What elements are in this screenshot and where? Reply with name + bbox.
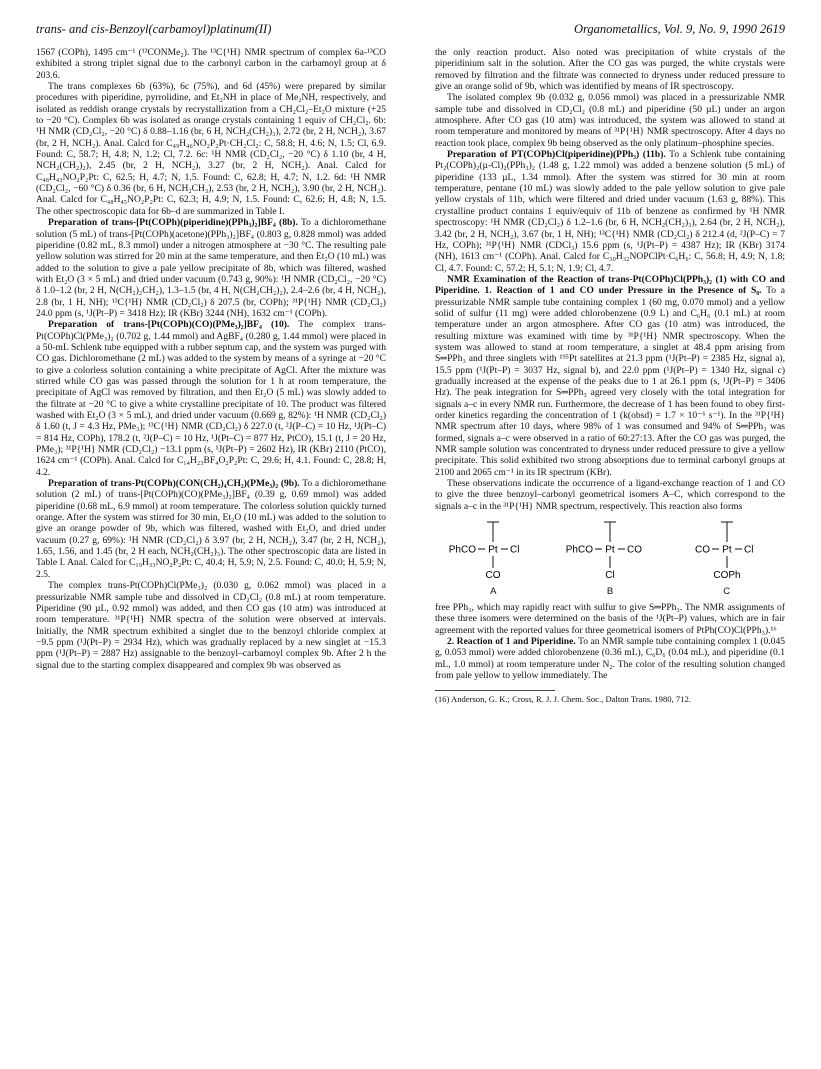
- metal-center: Pt: [488, 544, 499, 556]
- paragraph: [36, 217, 386, 319]
- section-heading: 2. Reaction of 1 and Piperidine.: [447, 636, 576, 648]
- footnote: (16) Anderson, G. K.; Cross, R. J. J. Chem. Soc., Dalton Trans. 1980, 712.: [435, 693, 691, 704]
- structure-label: C: [723, 586, 731, 598]
- paragraph: [435, 274, 785, 478]
- structure-a-drawing: [438, 518, 548, 584]
- paragraph: [36, 319, 386, 478]
- paragraph-body: To a pressurizable NMR sample tube containing complex 1 (60 mg, 0.070 mmol) and a yellow solid of sulfur (11 mg) were added chlorobenzene (0.9 L) and C₆H₆ (0.1 mL) at room temperature under an argon atmosphere. After CO gas (10 atm) was introduced, the resulting mixture was examined with time by ³¹P{¹H} NMR spectroscopy. When the system was allowed to stand at room temperature, a singlet at 48.4 ppm arising from S═PPh₃ and three singlets with ¹⁹⁵Pt satellites at 21.3 ppm (¹J(Pt–P) = 2385 Hz, signal a), 15.5 ppm (¹J(Pt–P) = 3037 Hz, signal b), and 22.0 ppm (¹J(Pt–P) = 1340 Hz, signal c) gradually increased at the expense of the peaks due to 1 at 26.1 ppm (s, ¹J(Pt–P) = 3406 Hz). The peak integration for S═PPh₃ agreed very closely with the total integration for signals a–c in every NMR run. Furthermore, the decrease of 1 has been found to obey first-order kinetics regarding the concentration of 1 (k(obsd) = 1.7 × 10⁻⁶ s⁻¹). In the ³¹P{¹H} NMR spectrum after 10 days, where 98% of 1 was consumed and 94% of S═PPh₃ was formed, signals a–c were observed in a ratio of 60:27:13. After the CO gas was purged, the NMR sample solution was concentrated to dryness under reduced pressure to give a yellow precipitate. This solid exhibited two strong absorptions due to terminal carbonyl groups at 2100 and 2065 cm⁻¹ in its IR spectrum (KBr).: [435, 285, 785, 478]
- ligand-east: CO: [626, 544, 642, 556]
- paragraph: the only reaction product. Also noted was precipitation of white crystals of the piperidinium salt in the solution. After the CO gas was purged, the white crystals were removed by filtration and the filtrate was connected to dryness under reduced pressure to give an orange solid of 9b, which was identified by means of IR spectroscopy.: [435, 47, 785, 93]
- paragraph-body: To an NMR sample tube containing complex 1 (0.045 g, 0.053 mmol) were added chlorobenzene (0.36 mL), C₆D₆ (0.04 mL), and piperidine (0.1 mL, 1.0 mmol) at room temperature under N₂. The color of the resulting solution changed from pale yellow to yellow immediately. The: [435, 636, 785, 682]
- ligand-west: PhCO: [449, 544, 477, 556]
- metal-center: Pt: [721, 544, 732, 556]
- metal-center: Pt: [605, 544, 615, 556]
- paragraph-body: To a dichloromethane solution (5 mL) of trans-[Pt(COPh)(acetone)(PPh₃)₂]BF₄ (0.803 g, 0.828 mmol) was added piperidine (0.82 mL, 8.3 mmol) under a nitrogen atmosphere at −30 °C. The resulting pale yellow solution was stirred for 20 min at the same temperature, and then Et₂O (10 mL) was added to the solution to give a pale yellow precipitate of 8b, which was filtered, washed with Et₂O (3 × 5 mL) and dried under vacuum (0.743 g, 90%): ¹H NMR (CD₂Cl₂, −20 °C) δ 1.0–1.2 (br, 2 H, N(CH₂)₂CH₂), 1.3–1.5 (br, 4 H, N(CH₂CH₂)₂), 2.4–2.6 (br, 4 H, NCH₂), 2.8 (br, 1 H, NH); ¹³C{¹H} NMR (CD₂Cl₂) δ 207.5 (br, COPh); ³¹P{¹H} NMR (CD₂Cl₂) 24.0 ppm (s, ¹J(Pt–P) = 3418 Hz); IR (KBr) 3244 (NH), 1632 cm⁻¹ (COPh).: [36, 217, 386, 319]
- paragraph: [36, 478, 386, 580]
- ligand-west: CO: [694, 544, 710, 556]
- ligand-south: COPh: [713, 570, 741, 582]
- section-heading: Preparation of trans-[Pt(COPh)(piperidine)(PPh₃)₂]BF₄ (8b).: [48, 217, 298, 229]
- structure-b: [555, 518, 665, 597]
- journal-citation: Organometallics, Vol. 9, No. 9, 1990 2619: [574, 22, 785, 36]
- paragraph: 1567 (COPh), 1495 cm⁻¹ (¹³CONMe₂). The ¹³C{¹H} NMR spectrum of complex 6a-¹³CO exhibited a strong triplet signal due to the carbonyl carbon in the carbamoyl group at δ 203.6.: [36, 47, 386, 81]
- structure-label: A: [490, 586, 497, 598]
- ligand-south: CO: [485, 570, 501, 582]
- structure-label: B: [606, 586, 614, 598]
- paragraph-body: To a Schlenk tube containing Pt₂(COPh)₂(µ-Cl)₂(PPh₃)₂ (1.48 g, 1.22 mmol) was added a benzene solution (5 mL) of piperidine (133 µL, 1.34 mmol). After the system was stirred for 30 min at room temperature, pentane (10 mL) was slowly added to the pale yellow solution to give pale yellow crystals of 11b, which were filtered and dried under vacuum (1.63 g, 88%). This crystalline product contains 1 equiv/equiv of 11b of benzene as confirmed by ¹H NMR spectroscopy: ¹H NMR (CD₂Cl₂) δ 1.2–1.6 (br, 6 H, NCH₂(CH₂)₃), 2.64 (br, 2 H, NCH₂), 3.42 (br, 2 H, NCH₂), 3.67 (br, 1 H, NH); ¹³C{¹H} NMR (CD₂Cl₂) δ 212.4 (d, ²J(P–C) = 7 Hz, COPh); ³¹P{¹H} NMR (CDCl₃) 15.6 ppm (s, ¹J(Pt–P) = 4387 Hz); IR (KBr) 3174 (NH), 1613 cm⁻¹ (COPh). Anal. Calcd for C₃₀H₃₂NOPClPt·C₆H₆: C, 56.8; H, 4.9; N, 1.8; Cl, 4.7. Found: C, 57.2; H, 5.1; N, 1.9; Cl, 4.7.: [435, 149, 785, 274]
- section-heading: Preparation of PT(COPh)Cl(piperidine)(PPh₃) (11b).: [447, 149, 666, 161]
- structure-b-drawing: [555, 518, 665, 584]
- ligand-west: PhCO: [565, 544, 593, 556]
- paragraph: [435, 636, 785, 681]
- paragraph: The isolated complex 9b (0.032 g, 0.056 mmol) was placed in a pressurizable NMR sample tube and dissolved in CD₂Cl₂ (0.8 mL) and piperidine (50 µL) under an argon atmosphere. After CO gas (10 atm) was introduced, the system was allowed to stand at room temperature and monitored by means of ³¹P{¹H} NMR spectroscopy. After 4 days no reaction took place, complex 9b being observed as the only platinum–phosphine species.: [435, 92, 785, 149]
- running-header: [36, 22, 785, 40]
- paragraph: free PPh₃, which may rapidly react with sulfur to give S═PPh₃. The NMR assignments of these three isomers were determined on the basis of the ¹J(Pt–P) values, which are in fair agreement with the reported values for three geometrical isomers of PtPh(CO)Cl(PPh₃).¹⁶: [435, 602, 785, 636]
- structure-c-drawing: [672, 518, 782, 584]
- paragraph: These observations indicate the occurrence of a ligand-exchange reaction of 1 and CO to give the three benzoyl–carbonyl geometrical isomers A–C, which correspond to the signals a–c in the ³¹P{¹H} NMR spectrum, respectively. This reaction also forms: [435, 478, 785, 512]
- ligand-south: Cl: [605, 570, 615, 582]
- structure-c: [672, 518, 782, 597]
- paragraph: [435, 149, 785, 274]
- right-column: [435, 47, 785, 704]
- paragraph-body: To a dichloromethane solution (2 mL) of trans-[Pt(COPh)(CO)(PMe₃)₂]BF₄ (0.39 g, 0.69 mmol) was added piperidine (0.68 mL, 6.9 mmol) at room temperature. The colorless solution quickly turned orange. After the system was stirred for 30 min, Et₂O (10 mL) was added to the solution to give an orange powder of 9b, which was filtered, washed with Et₂O, and dried under vacuum (0.27 g, 69%): ¹H NMR (CD₂Cl₂) δ 3.97 (br, 2 H, NCH₂), 3.47 (br, 2 H, NCH₂), 1.65, 1.56, and 1.45 (br, 2 H each, NCH₂(CH₂)₃). The other spectroscopic data are listed in Table I. Anal. Calcd for C₁₉H₃₃NO₂P₂Pt: C, 40.4; H, 5.9; N, 2.5. Found: C, 40.0; H, 5.9; N, 2.5.: [36, 478, 386, 580]
- running-title: trans- and cis-Benzoyl(carbamoyl)platinum(II): [36, 22, 272, 36]
- structure-a: [438, 518, 548, 597]
- paragraph: The trans complexes 6b (63%), 6c (75%), and 6d (45%) were prepared by similar procedures with piperidine, pyrrolidine, and Et₂NH in place of Me₂NH, respectively, and isolated as reddish orange crystals by recrystallization from a CH₂Cl₂–Et₂O mixture (+25 to −20 °C). Complex 6b was isolated as orange crystals containing 1 equiv of CH₂Cl₂. 6b: ¹H NMR (CD₂Cl₂, −20 °C) δ 0.88–1.16 (br, 6 H, NCH₂(CH₂)₃), 2.72 (br, 2 H, NCH₂), 3.67 (br, 2 H, NCH₂). Anal. Calcd for C₄₉H₄₆NO₂P₂Pt·CH₂Cl₂: C, 58.8; H, 4.6; N, 1.5; Cl, 6.9. Found: C, 58.7; H, 4.8; N, 1.2; Cl, 7.2. 6c: ¹H NMR (CD₂Cl₂, −20 °C) δ 1.10 (br, 4 H, NCH₂(CH₂)₂), 2.45 (br, 2 H, NCH₂), 3.27 (br, 2 H, NCH₂). Anal. Calcd for C₄₈H₄₃NO₂P₂Pt: C, 62.5; H, 4.7; N, 1.5. Found: C, 62.8; H, 4.7; N, 1.2. 6d: ¹H NMR (CD₂Cl₂, −60 °C) δ 0.36 (br, 6 H, NCH₂CH₃), 2.53 (br, 2 H, NCH₂), 3.90 (br, 2 H, NCH₂). Anal. Calcd for C₄₈H₄₅NO₂P₂Pt: C, 62.3; H, 4.9; N, 1.5. Found: C, 62.6; H, 4.8; N, 1.5. The other spectroscopic data for 6b–d are summarized in Table I.: [36, 81, 386, 217]
- paragraph-body: The complex trans-Pt(COPh)Cl(PMe₃)₂ (0.702 g, 1.44 mmol) and AgBF₄ (0.280 g, 1.44 mmol) were placed in a 50-mL Schlenk tube equipped with a rubber septum cap, and the system was purged with CO gas. Dichloromethane (2 mL) was added to the system by means of a syringe at −20 °C to give a colorless solution containing a white precipitate of AgCl. After the mixture was stirred while CO gas was passed through the solution for 1 h at room temperature, the precipitate of AgCl was removed by filtration, and then Et₂O (5 mL) was slowly added to the filtrate at −20 °C to give a white crystalline precipitate of 10. The product was filtered washed with Et₂O (3 × 5 mL), and dried under vacuum (0.669 g, 82%): ¹H NMR (CD₂Cl₂) δ 1.60 (t, J = 4.3 Hz, PMe₃); ¹³C{¹H} NMR (CD₂Cl₂) δ 227.0 (t, ²J(P–C) = 10 Hz, ¹J(Pt–C) = 814 Hz, COPh), 178.2 (t, ²J(P–C) = 10 Hz, ¹J(Pt–C) = 877 Hz, PtCO), 15.1 (t, J = 20 Hz, PMe₃); ³¹P{¹H} NMR (CD₂Cl₂) −13.1 ppm (s, ¹J(Pt–P) = 2602 Hz), IR (KBr) 2110 (PtCO), 1624 cm⁻¹ (COPh). Anal. Calcd for C₁₄H₂₃BF₄O₂P₂Pt: C, 29.6; H, 4.1. Found: C, 28.8; H, 4.2.: [36, 319, 386, 478]
- ligand-east: Cl: [743, 544, 754, 556]
- section-heading: Preparation of trans-[Pt(COPh)(CO)(PMe₃)₂]BF₄ (10).: [48, 319, 290, 331]
- footnote-divider: [435, 690, 555, 691]
- paragraph: The complex trans-Pt(COPh)Cl(PMe₃)₂ (0.030 g, 0.062 mmol) was placed in a pressurizable NMR sample tube and dissolved in CD₂Cl₂ (0.8 mL) at room temperature. Piperidine (90 µL, 0.92 mmol) was added, and then CO gas (10 atm) was introduced at room temperature. ³¹P{¹H} NMR spectra of the solution were observed at intervals. Initially, the NMR spectrum exhibited a singlet due to the benzoyl chloride complex at −9.5 ppm (¹J(Pt–P) = 2934 Hz), which was gradually replaced by a new singlet at −15.3 ppm (¹J(Pt–P) = 2887 Hz) assignable to the benzoyl–carbamoyl complex 9b. After 2 h the signal due to the starting complex disappeared and complex 9b was observed as: [36, 580, 386, 671]
- section-heading: NMR Examination of the Reaction of trans-Pt(COPh)Cl(PPh₃)₂ (1) with CO and Piperidine. 1. Reaction of 1 and CO under Pressure in the Presence of S₈.: [435, 273, 785, 297]
- left-column: [36, 47, 386, 671]
- section-heading: Preparation of trans-Pt(COPh)(CON(CH₂)₄CH₂)(PMe₃)₂ (9b).: [48, 478, 300, 490]
- isomer-structures: [435, 518, 785, 598]
- ligand-east: Cl: [510, 544, 520, 556]
